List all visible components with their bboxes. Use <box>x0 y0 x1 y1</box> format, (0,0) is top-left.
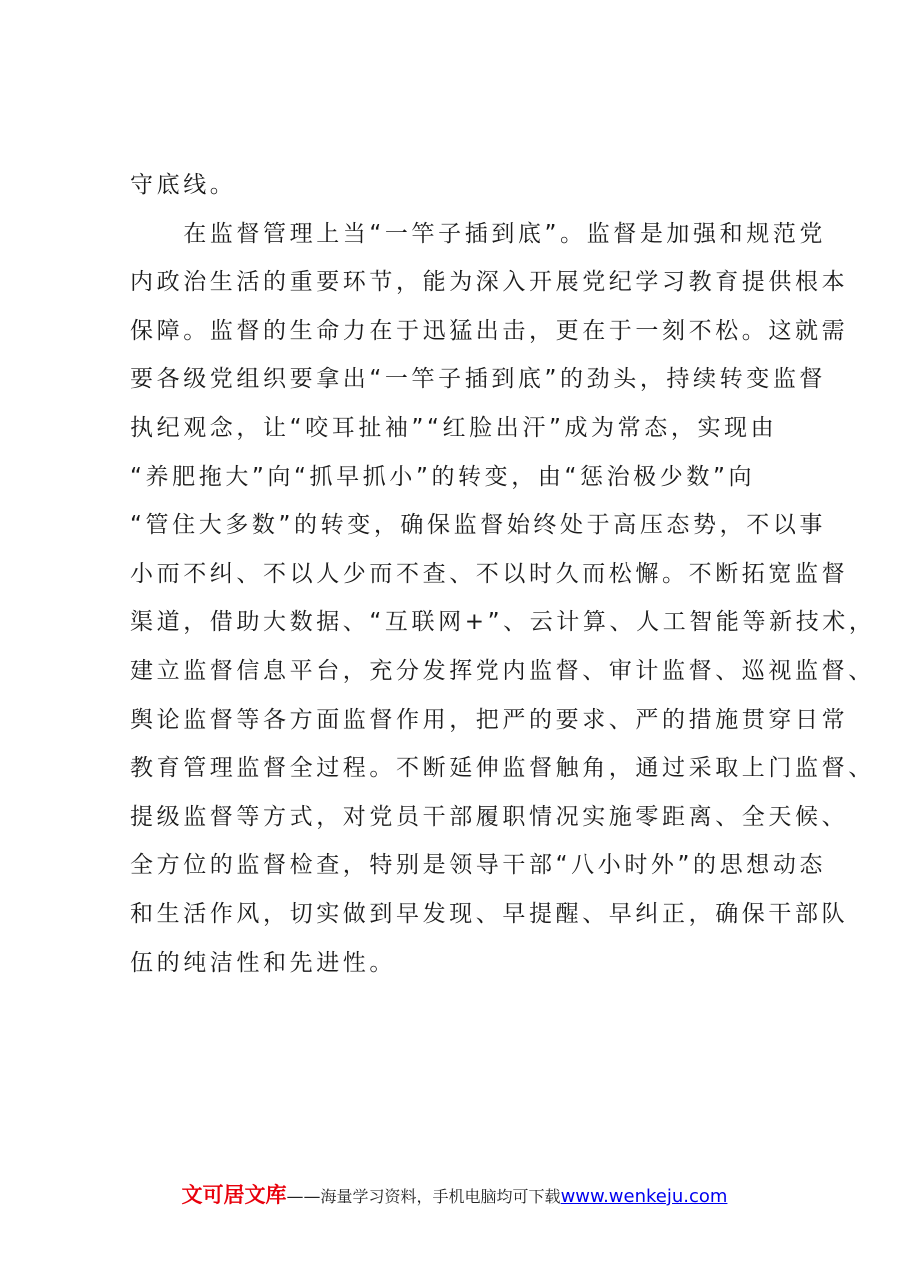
footer-tagline: 海量学习资料，手机电脑均可下载 <box>320 1187 561 1206</box>
text-line: 舆论监督等各方面监督作用，把严的要求、严的措施贯穿日常 <box>130 706 849 733</box>
text-line: 在监督管理上当“一竿子插到底”。监督是加强和规范党 <box>130 220 827 247</box>
text-line: “养肥拖大”向“抓早抓小”的转变，由“惩治极少数”向 <box>130 463 756 490</box>
text-line: 渠道，借助大数据、“互联网+”、云计算、人工智能等新技术， <box>130 609 876 636</box>
text-line: 全方位的监督检查，特别是领导干部“八小时外”的思想动态 <box>130 852 827 879</box>
text-line: 建立监督信息平台，充分发挥党内监督、审计监督、巡视监督、 <box>130 657 875 684</box>
footer-site-link[interactable]: www.wenkeju.com <box>560 1186 728 1207</box>
text-line: 要各级党组织要拿出“一竿子插到底”的劲头，持续转变监督 <box>130 366 827 393</box>
text-line: 教育管理监督全过程。不断延伸监督触角，通过采取上门监督、 <box>130 755 875 782</box>
text-line: 保障。监督的生命力在于迅猛出击，更在于一刻不松。这就需 <box>130 317 849 344</box>
text-line: 守底线。 <box>130 172 237 198</box>
text-line: 提级监督等方式，对党员干部履职情况实施零距离、全天候、 <box>130 803 849 830</box>
text-line: “管住大多数”的转变，确保监督始终处于高压态势，不以事 <box>130 512 827 539</box>
text-line: 执纪观念，让“咬耳扯袖”“红脸出汗”成为常态，实现由 <box>130 414 778 441</box>
footer-banner <box>0 1178 909 1214</box>
footer-brand: 文可居文库 <box>181 1183 287 1207</box>
text-line: 小而不纠、不以人少而不查、不以时久而松懈。不断拓宽监督 <box>130 560 849 587</box>
text-line: 和生活作风，切实做到早发现、早提醒、早纠正，确保干部队 <box>130 900 849 927</box>
article-body <box>130 161 876 987</box>
text-line: 伍的纯洁性和先进性。 <box>130 949 396 976</box>
text-line: 内政治生活的重要环节，能为深入开展党纪学习教育提供根本 <box>130 269 849 296</box>
footer-dash: —— <box>286 1187 321 1207</box>
